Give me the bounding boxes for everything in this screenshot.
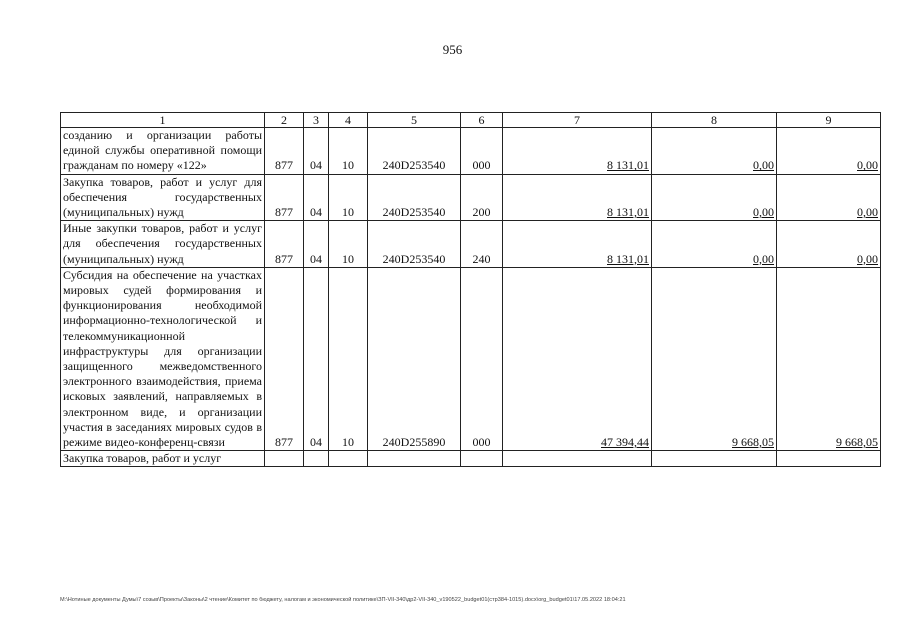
col-header: 6 (461, 113, 503, 128)
admin-code: 877 (265, 174, 304, 221)
row-name: Закупка товаров, работ и услуг для обеспечения государственных (муниципальных) нужд (61, 174, 265, 221)
target-article: 240D253540 (368, 221, 461, 268)
col-header: 7 (503, 113, 652, 128)
col-header: 1 (61, 113, 265, 128)
col-header: 9 (777, 113, 881, 128)
col-header: 8 (652, 113, 777, 128)
expense-kind: 240 (461, 221, 503, 268)
amount-col9: 0,00 (777, 174, 881, 221)
expense-kind: 200 (461, 174, 503, 221)
section-code: 04 (304, 221, 329, 268)
section-code (304, 451, 329, 467)
header-row (61, 113, 881, 128)
table-row (61, 221, 881, 268)
amount-col7: 8 131,01 (503, 174, 652, 221)
amount-col9: 0,00 (777, 128, 881, 175)
row-name: Иные закупки товаров, работ и услуг для обеспечения государственных (муниципальных) нужд (61, 221, 265, 268)
col-header: 4 (329, 113, 368, 128)
section-code: 04 (304, 128, 329, 175)
page-number: 956 (442, 42, 463, 57)
expense-kind (461, 451, 503, 467)
amount-col9: 0,00 (777, 221, 881, 268)
budget-table (60, 112, 881, 467)
amount-col9 (777, 451, 881, 467)
target-article: 240D255890 (368, 267, 461, 450)
amount-col8: 0,00 (652, 128, 777, 175)
amount-col7: 8 131,01 (503, 221, 652, 268)
amount-col8: 0,00 (652, 174, 777, 221)
section-code: 04 (304, 174, 329, 221)
admin-code: 877 (265, 128, 304, 175)
target-article: 240D253540 (368, 128, 461, 175)
subsection-code: 10 (329, 174, 368, 221)
subsection-code: 10 (329, 267, 368, 450)
subsection-code: 10 (329, 128, 368, 175)
table-row (61, 128, 881, 175)
table-row (61, 174, 881, 221)
col-header: 2 (265, 113, 304, 128)
table-row (61, 267, 881, 450)
admin-code: 877 (265, 267, 304, 450)
amount-col8: 0,00 (652, 221, 777, 268)
admin-code (265, 451, 304, 467)
table-row (61, 451, 881, 467)
row-name: созданию и организации работы единой службы оперативной помощи гражданам по номеру «122» (61, 128, 265, 175)
section-code: 04 (304, 267, 329, 450)
expense-kind: 000 (461, 267, 503, 450)
subsection-code (329, 451, 368, 467)
amount-col8: 9 668,05 (652, 267, 777, 450)
target-article (368, 451, 461, 467)
target-article: 240D253540 (368, 174, 461, 221)
expense-kind: 000 (461, 128, 503, 175)
subsection-code: 10 (329, 221, 368, 268)
amount-col7 (503, 451, 652, 467)
amount-col9: 9 668,05 (777, 267, 881, 450)
col-header: 5 (368, 113, 461, 128)
amount-col7: 8 131,01 (503, 128, 652, 175)
col-header: 3 (304, 113, 329, 128)
amount-col7: 47 394,44 (503, 267, 652, 450)
amount-col8 (652, 451, 777, 467)
footer-file-path: M:\Нотиные документы Думы\7 созыв\Проекты\Законы\2 чтение\Комитет по бюджету, налогам и экономической политике\ЗП-VII-340\др2-VII-340_v190522_budget01(стр384-1015).docx\org_budget01\17.05.2022 18:04:21 (60, 597, 626, 603)
row-name: Субсидия на обеспечение на участках мировых судей формирования и функционирования необходимой информационно-технологической и телекоммуникационной инфраструктуры для организации защищенного межведомственного электронного взаимодействия, приема исковых заявлений, направляемых в электронном виде, и организации участия в заседаниях мировых судов в режиме видео-конференц-связи (61, 267, 265, 450)
row-name: Закупка товаров, работ и услуг (61, 451, 265, 467)
admin-code: 877 (265, 221, 304, 268)
